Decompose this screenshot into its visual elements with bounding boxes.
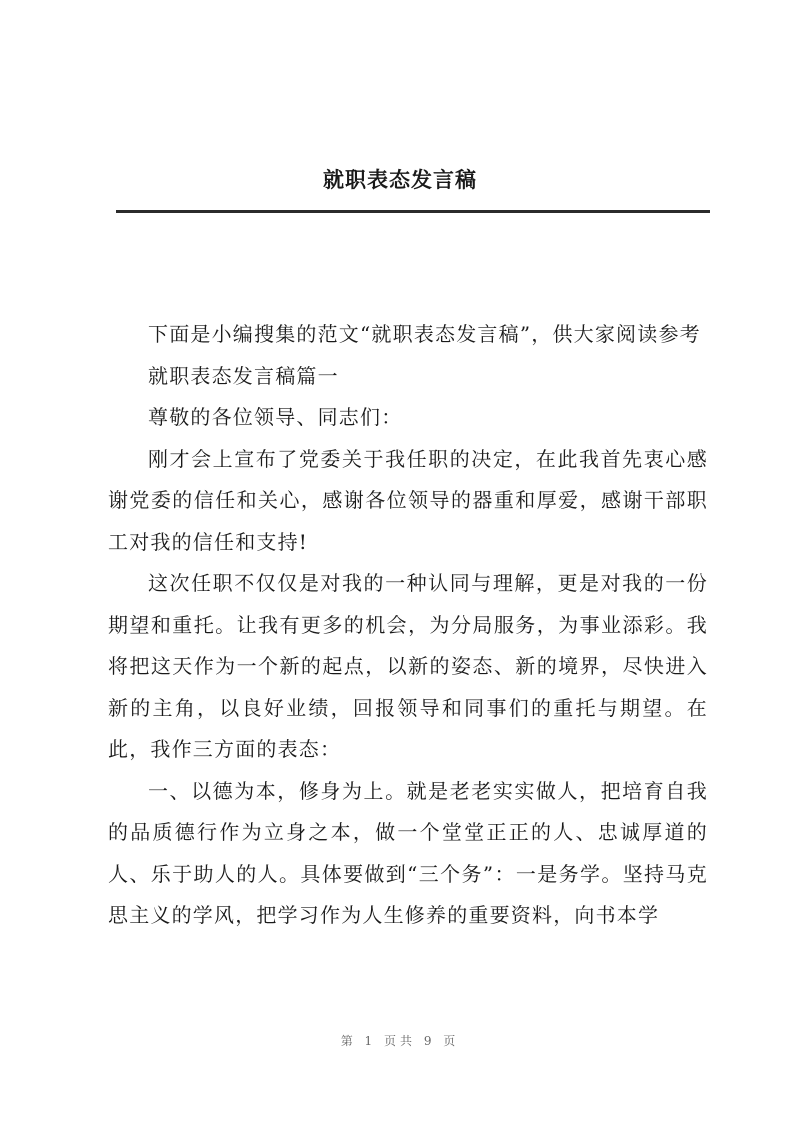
title-underline-rule: [116, 210, 710, 213]
body-paragraph: 这次任职不仅仅是对我的一种认同与理解，更是对我的一份期望和重托。让我有更多的机会，为分局服务，为事业添彩。我将把这天作为一个新的起点，以新的姿态、新的境界，尽快进入新的主角，以良好业绩，回报领导和同事们的重托与期望。在此，我作三方面的表态：: [108, 571, 708, 761]
page-number-footer: 第 1 页共 9 页: [340, 1034, 460, 1048]
document-title: 就职表态发言稿: [323, 167, 477, 192]
intro-paragraph: 下面是小编搜集的范文“就职表态发言稿”，供大家阅读参考: [148, 322, 701, 346]
body-paragraph: 刚才会上宣布了党委关于我任职的决定，在此我首先衷心感谢党委的信任和关心，感谢各位领导的器重和厚爱，感谢干部职工对我的信任和支持!: [108, 446, 708, 554]
document-body: [108, 314, 708, 937]
salutation-paragraph: 尊敬的各位领导、同志们：: [148, 405, 403, 429]
section-heading: 就职表态发言稿篇一: [148, 363, 339, 388]
body-paragraph: 一、以德为本，修身为上。就是老老实实做人，把培育自我的品质德行作为立身之本，做一个堂堂正正的人、忠诚厚道的人、乐于助人的人。具体要做到“三个务”：一是务学。坚持马克思主义的学风，把学习作为人生修养的重要资料，向书本学: [108, 778, 708, 927]
